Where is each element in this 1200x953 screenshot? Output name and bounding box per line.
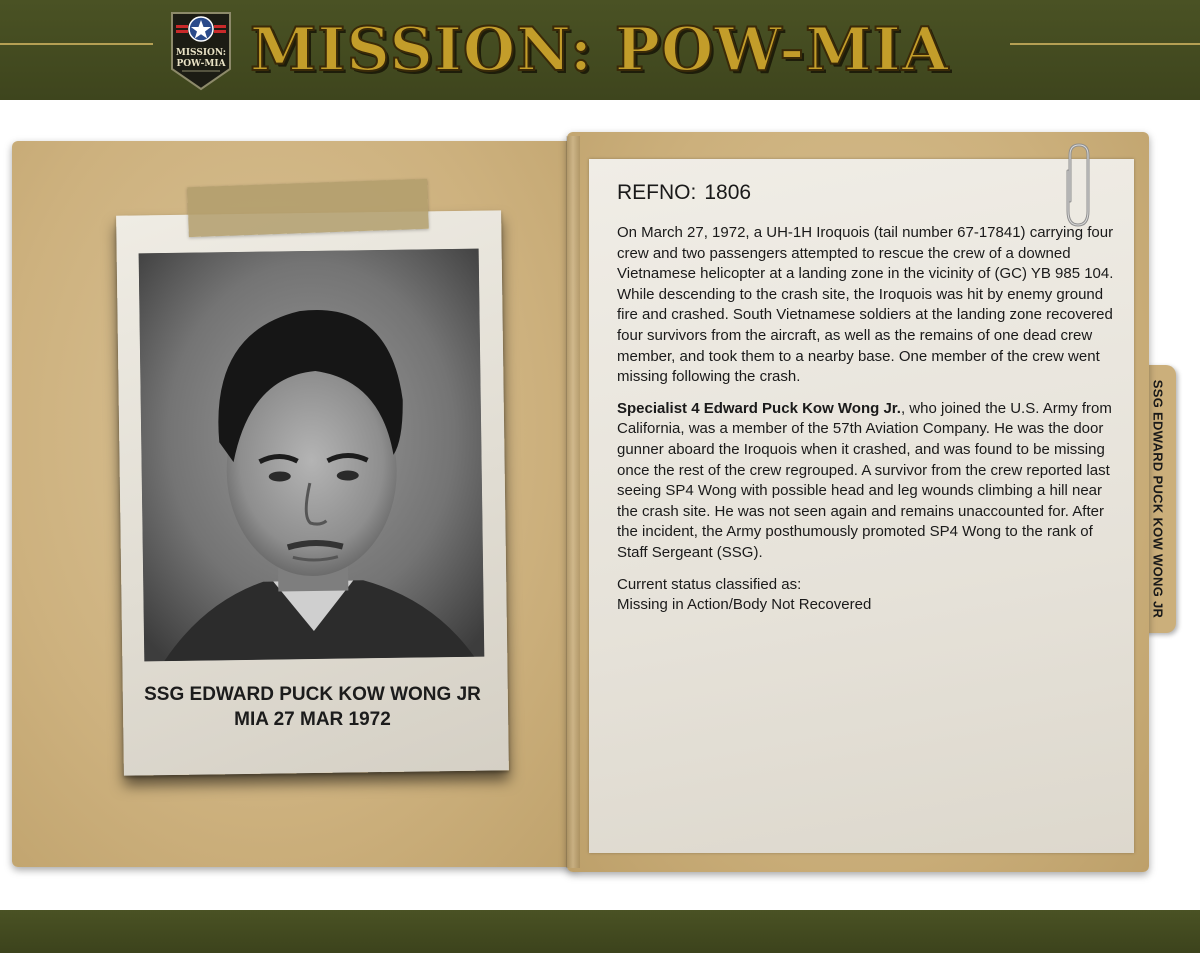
paperclip-icon xyxy=(1060,141,1096,231)
status-label: Current status classified as: xyxy=(617,575,802,593)
folder-tab-label: SSG EDWARD PUCK KOW WONG JR xyxy=(1150,379,1166,619)
svg-text:POW-MIA: POW-MIA xyxy=(176,59,226,69)
portrait-photo xyxy=(139,249,485,662)
folder-fold xyxy=(566,136,580,868)
caption-status: MIA 27 MAR 1972 xyxy=(234,709,391,730)
service-paragraph xyxy=(617,399,1117,564)
status-paragraph xyxy=(617,575,1117,616)
page-title: MISSION: POW-MIA xyxy=(250,15,950,85)
refno-label: REFNO: xyxy=(617,181,697,204)
service-member-name: Specialist 4 Edward Puck Kow Wong Jr. xyxy=(617,399,901,417)
photo-caption xyxy=(120,682,505,732)
service-details: , who joined the U.S. Army from California, was a member of the 57th Aviation Company. He was the door gunner aboard the Iroquois when it crashed, and was found to be missing once the rest of the crew regrouped. A survivor from the crew reported last seeing SP4 Wong with possible head and leg wounds climbing a hill near the crash site. He was not seen again and remains unaccounted for. After the incident, the Army posthumously promoted SP4 Wong to the rank of Staff Sergeant (SSG). xyxy=(617,399,1112,561)
mission-pow-mia-logo xyxy=(170,11,232,91)
header-rule-left xyxy=(0,43,153,45)
refno-value: 1806 xyxy=(704,181,752,204)
refno-line xyxy=(617,181,751,205)
status-value: Missing in Action/Body Not Recovered xyxy=(617,596,872,614)
logo-text: MISSION: xyxy=(175,48,227,58)
incident-paragraph: On March 27, 1972, a UH-1H Iroquois (tail number 67-17841) carrying four crew and two passengers attempted to rescue the crew of a downed Vietnamese helicopter at a landing zone in the vicinity of (GC) YB 985 104. While descending to the crash site, the Iroquois was hit by enemy ground fire and crashed. South Vietnamese soldiers at the landing zone recovered four survivors from the aircraft, as well as the remains of one dead crew member, and took them to a nearby base. One member of the crew went missing following the crash. xyxy=(617,224,1114,386)
record-text xyxy=(617,223,1117,627)
masking-tape xyxy=(187,179,429,237)
footer-bar xyxy=(0,910,1200,953)
header-rule-right xyxy=(1010,43,1200,45)
caption-name: SSG EDWARD PUCK KOW WONG JR xyxy=(144,684,481,705)
portrait-illustration xyxy=(139,249,485,662)
